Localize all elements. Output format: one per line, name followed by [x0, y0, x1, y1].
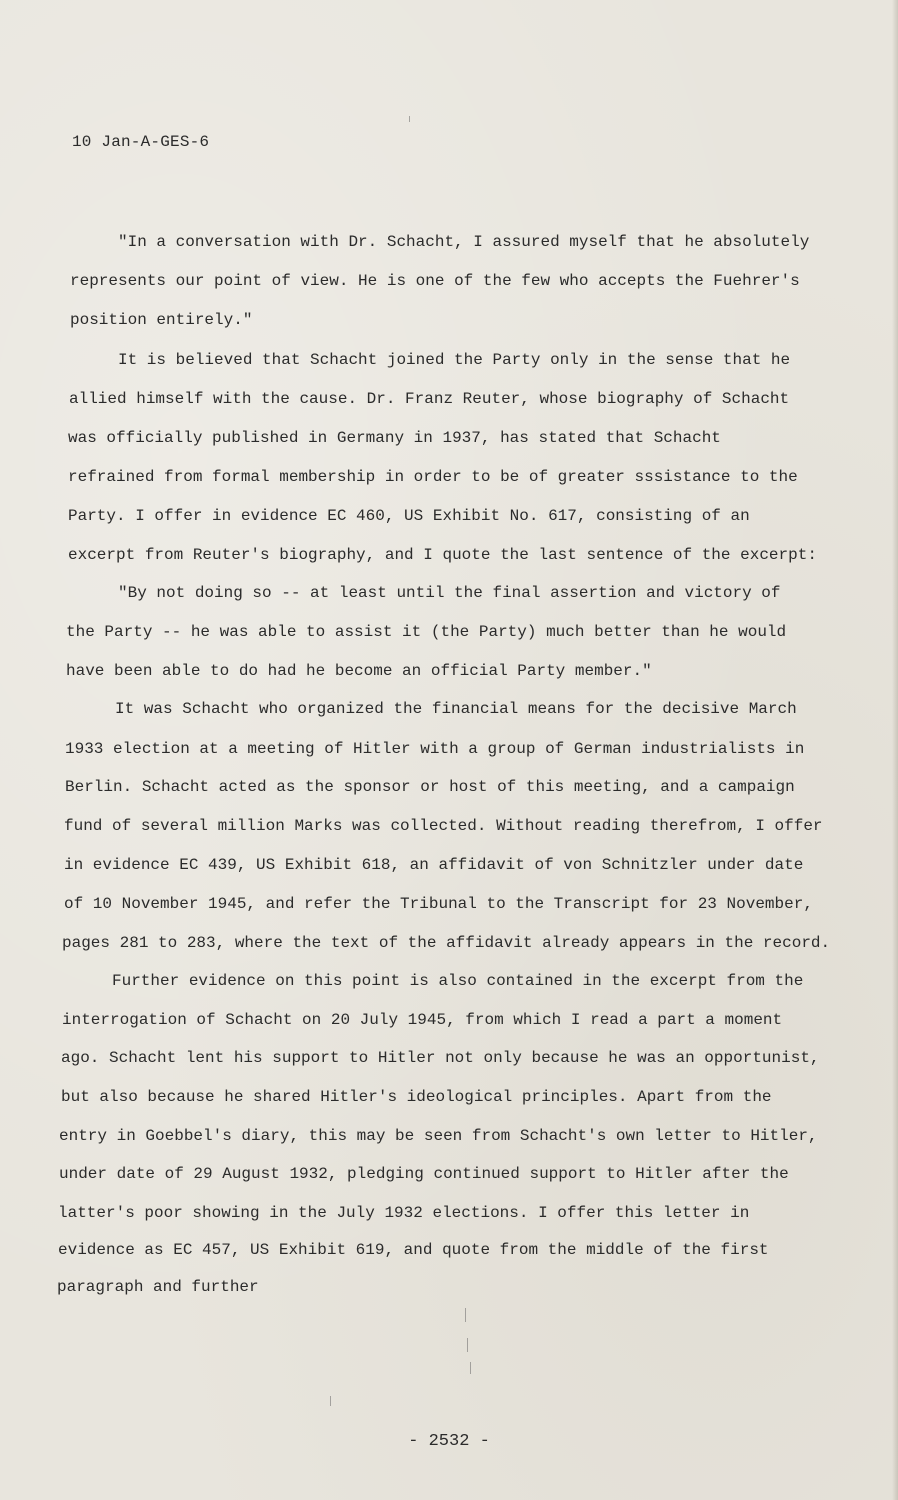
- stray-pencil-mark: [470, 1362, 471, 1374]
- stray-pencil-mark: [465, 1308, 466, 1322]
- body-line-text: of 10 November 1945, and refer the Tribunal to the Transcript for 23 November,: [64, 895, 813, 913]
- body-line-21: [0, 1011, 898, 1051]
- stray-pencil-mark: [330, 1396, 331, 1406]
- body-line-text: allied himself with the cause. Dr. Franz Reuter, whose biography of Schacht: [69, 390, 790, 408]
- body-line-13: [0, 700, 898, 740]
- stray-pencil-mark: [409, 116, 410, 122]
- body-line-15: [0, 778, 898, 818]
- body-line-20: [0, 972, 898, 1012]
- page-number: - 2532 -: [408, 1432, 490, 1451]
- body-line-text: refrained from formal membership in order to be of greater sssistance to the: [68, 468, 798, 486]
- body-line-8: [0, 507, 898, 547]
- body-line-text: excerpt from Reuter's biography, and I quote the last sentence of the excerpt:: [68, 546, 817, 564]
- body-line-text: Berlin. Schacht acted as the sponsor or host of this meeting, and a campaign: [65, 778, 795, 796]
- stray-pencil-mark: [467, 1338, 468, 1352]
- body-line-11: [0, 623, 898, 663]
- body-line-7: [0, 468, 898, 508]
- body-line-3: [0, 311, 898, 351]
- body-line-28: [0, 1278, 898, 1318]
- body-line-4: [0, 351, 898, 391]
- body-line-text: in evidence EC 439, US Exhibit 618, an affidavit of von Schnitzler under date: [64, 856, 804, 874]
- body-line-text: Party. I offer in evidence EC 460, US Exhibit No. 617, consisting of an: [68, 507, 750, 525]
- document-id: 10 Jan-A-GES-6: [72, 133, 210, 151]
- body-line-text: "In a conversation with Dr. Schacht, I assured myself that he absolutely: [118, 233, 810, 251]
- body-line-text: It is believed that Schacht joined the Party only in the sense that he: [118, 351, 791, 369]
- body-line-text: entry in Goebbel's diary, this may be seen from Schacht's own letter to Hitler,: [59, 1127, 818, 1145]
- body-line-16: [0, 817, 898, 857]
- body-line-23: [0, 1088, 898, 1128]
- body-line-text: evidence as EC 457, US Exhibit 619, and quote from the middle of the first: [58, 1241, 769, 1259]
- body-line-text: the Party -- he was able to assist it (the Party) much better than he would: [66, 623, 787, 641]
- body-line-text: but also because he shared Hitler's ideological principles. Apart from the: [61, 1088, 772, 1106]
- body-line-text: interrogation of Schacht on 20 July 1945, from which I read a part a moment: [62, 1011, 783, 1029]
- body-line-text: position entirely.": [70, 311, 253, 329]
- body-line-12: [0, 662, 898, 702]
- body-line-text: have been able to do had he become an official Party member.": [66, 662, 652, 680]
- body-line-text: pages 281 to 283, where the text of the affidavit already appears in the record.: [62, 934, 831, 952]
- body-line-25: [0, 1165, 898, 1205]
- body-line-19: [0, 934, 898, 974]
- body-line-text: "By not doing so -- at least until the final assertion and victory of: [118, 584, 781, 602]
- body-line-1: [0, 233, 898, 273]
- body-line-10: [0, 584, 898, 624]
- body-line-14: [0, 740, 898, 780]
- body-line-17: [0, 856, 898, 896]
- body-line-text: It was Schacht who organized the financial means for the decisive March: [115, 700, 797, 718]
- body-line-6: [0, 429, 898, 469]
- body-line-text: fund of several million Marks was collected. Without reading therefrom, I offer: [64, 817, 823, 835]
- body-line-9: [0, 546, 898, 586]
- body-line-22: [0, 1049, 898, 1089]
- body-line-text: paragraph and further: [57, 1278, 259, 1296]
- body-line-5: [0, 390, 898, 430]
- body-line-text: was officially published in Germany in 1937, has stated that Schacht: [68, 429, 721, 447]
- body-line-text: ago. Schacht lent his support to Hitler not only because he was an opportunist,: [61, 1049, 820, 1067]
- body-line-text: Further evidence on this point is also contained in the excerpt from the: [112, 972, 804, 990]
- body-line-text: latter's poor showing in the July 1932 elections. I offer this letter in: [58, 1204, 750, 1222]
- body-line-24: [0, 1127, 898, 1167]
- body-line-26: [0, 1204, 898, 1244]
- body-line-text: under date of 29 August 1932, pledging continued support to Hitler after the: [59, 1165, 789, 1183]
- body-line-text: represents our point of view. He is one of the few who accepts the Fuehrer's: [70, 272, 800, 290]
- body-line-2: [0, 272, 898, 312]
- body-line-text: 1933 election at a meeting of Hitler with a group of German industrialists in: [65, 740, 805, 758]
- body-line-18: [0, 895, 898, 935]
- body-line-27: [0, 1241, 898, 1281]
